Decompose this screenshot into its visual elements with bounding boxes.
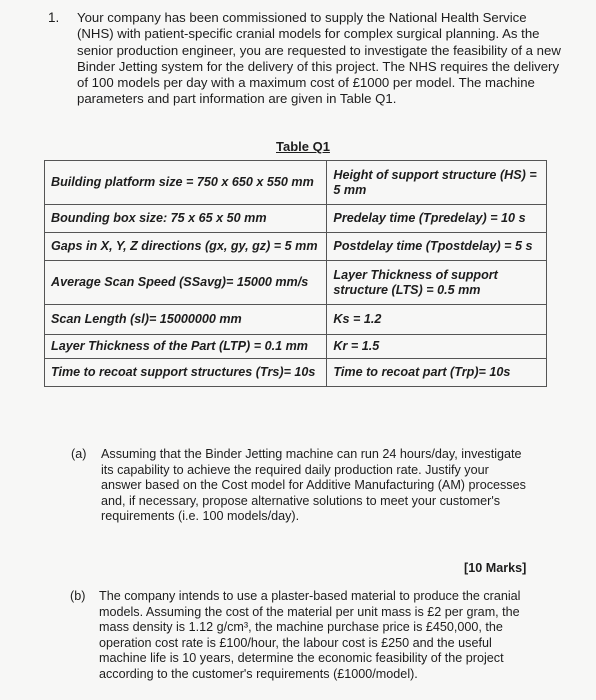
table-cell-left: Gaps in X, Y, Z directions (gx, gy, gz) = 5 mm	[45, 233, 327, 261]
table-cell-right: Time to recoat part (Trp)= 10s	[327, 359, 547, 387]
table-cell-left: Bounding box size: 75 x 65 x 50 mm	[45, 205, 327, 233]
part-b-text: The company intends to use a plaster-based material to produce the cranial models. Assuming the cost of the material per unit mass is £2 per gram, the mass density is 1.12 g/cm³, the machine purchase price is £450,000, the operation cost rate is £100/hour, the labour cost is £250 and the useful machine life is 10 years, determine the economic feasibility of the project according to the customer's requirements (£1000/model).	[99, 589, 521, 681]
part-b-label: (b)	[70, 589, 86, 603]
part-a-marks: [10 Marks]	[464, 561, 527, 575]
table-title: Table Q1	[276, 139, 330, 154]
table-cell-right: Postdelay time (Tpostdelay) = 5 s	[327, 233, 547, 261]
table-cell-left: Layer Thickness of the Part (LTP) = 0.1 mm	[45, 335, 327, 359]
table-row	[45, 205, 547, 233]
table-cell-right: Layer Thickness of support structure (LTS) = 0.5 mm	[327, 261, 547, 305]
parameters-table	[44, 160, 547, 387]
table-row	[45, 335, 547, 359]
table-cell-left: Time to recoat support structures (Trs)= 10s	[45, 359, 327, 387]
table-row	[45, 261, 547, 305]
part-a-label: (a)	[71, 447, 87, 461]
table-cell-right: Ks = 1.2	[327, 305, 547, 335]
table-row	[45, 161, 547, 205]
table-cell-right: Predelay time (Tpredelay) = 10 s	[327, 205, 547, 233]
part-a-text: Assuming that the Binder Jetting machine can run 24 hours/day, investigate its capability to achieve the required daily production rate. Justify your answer based on the Cost model for Additive Manufacturing (AM) processes and, if necessary, propose alternative solutions to meet your customer's requirements (i.e. 100 models/day).	[101, 447, 526, 524]
question-intro: Your company has been commissioned to supply the National Health Service (NHS) with patient-specific cranial models for complex surgical planning. As the senior production engineer, you are requested to investigate the feasibility of a new Binder Jetting system for the delivery of this project. The NHS requires the delivery of 100 models per day with a maximum cost of £1000 per model. The machine parameters and part information are given in Table Q1.	[77, 10, 561, 107]
table-row	[45, 305, 547, 335]
table-cell-left: Building platform size = 750 x 650 x 550 mm	[45, 161, 327, 205]
table-cell-right: Height of support structure (HS) = 5 mm	[327, 161, 547, 205]
table-row	[45, 359, 547, 387]
table-row	[45, 233, 547, 261]
question-number: 1.	[48, 10, 60, 25]
table-cell-left: Average Scan Speed (SSavg)= 15000 mm/s	[45, 261, 327, 305]
table-cell-left: Scan Length (sl)= 15000000 mm	[45, 305, 327, 335]
table-cell-right: Kr = 1.5	[327, 335, 547, 359]
